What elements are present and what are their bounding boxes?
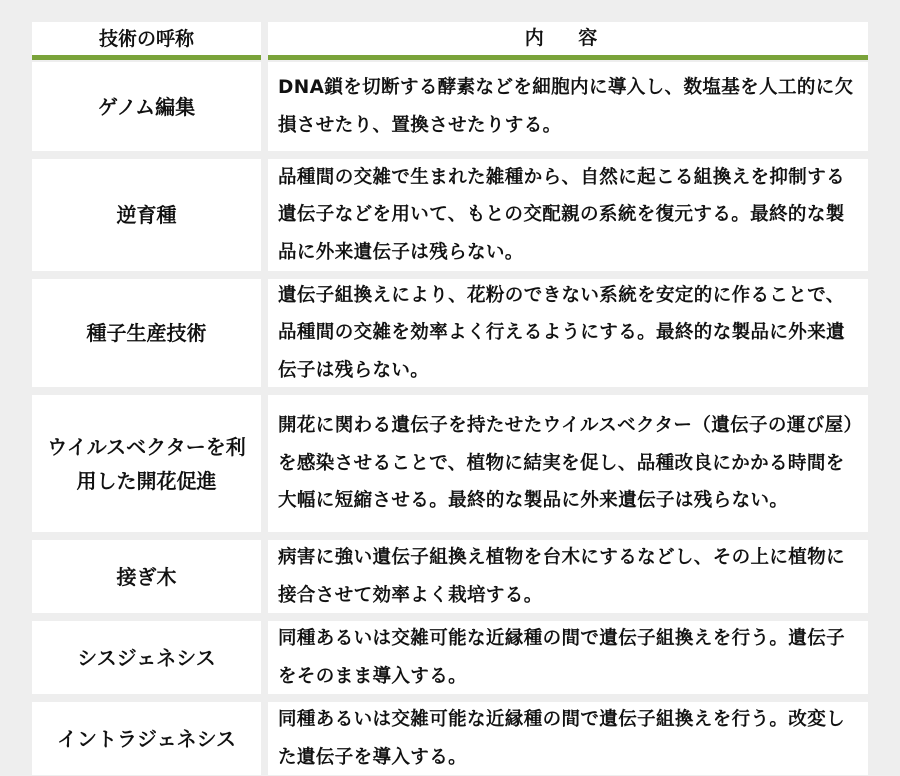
technique-description: 病害に強い遺伝子組換え植物を台木にするなどし、その上に植物に接合させて効率よく栽培する。 bbox=[268, 540, 868, 613]
table-row bbox=[32, 621, 868, 694]
technique-description: DNA鎖を切断する酵素などを細胞内に導入し、数塩基を人工的に欠損させたり、置換させたりする。 bbox=[268, 62, 868, 151]
table-row bbox=[32, 279, 868, 387]
technique-name: 逆育種 bbox=[32, 159, 261, 271]
technique-name: ウイルスベクターを利用した開花促進 bbox=[32, 395, 261, 532]
header-desc-cell: 内 容 bbox=[268, 22, 868, 60]
table-row bbox=[32, 159, 868, 271]
technique-name: イントラジェネシス bbox=[32, 702, 261, 775]
table-row bbox=[32, 540, 868, 613]
table-row bbox=[32, 62, 868, 151]
technique-description: 遺伝子組換えにより、花粉のできない系統を安定的に作ることで、品種間の交雑を効率よく行えるようにする。最終的な製品に外来遺伝子は残らない。 bbox=[268, 279, 868, 387]
technique-description: 同種あるいは交雑可能な近縁種の間で遺伝子組換えを行う。改変した遺伝子を導入する。 bbox=[268, 702, 868, 775]
technique-name: 種子生産技術 bbox=[32, 279, 261, 387]
technique-description: 同種あるいは交雑可能な近縁種の間で遺伝子組換えを行う。遺伝子をそのまま導入する。 bbox=[268, 621, 868, 694]
table-header-row bbox=[32, 22, 868, 60]
technique-name: シスジェネシス bbox=[32, 621, 261, 694]
technique-name: 接ぎ木 bbox=[32, 540, 261, 613]
technique-description: 品種間の交雑で生まれた雑種から、自然に起こる組換えを抑制する遺伝子などを用いて、もとの交配親の系統を復元する。最終的な製品に外来遺伝子は残らない。 bbox=[268, 159, 868, 271]
technique-name: ゲノム編集 bbox=[32, 62, 261, 151]
header-name-cell: 技術の呼称 bbox=[32, 22, 261, 60]
table-row bbox=[32, 702, 868, 775]
table-row bbox=[32, 395, 868, 532]
technique-description: 開花に関わる遺伝子を持たせたウイルスベクター（遺伝子の運び屋）を感染させることで、植物に結実を促し、品種改良にかかる時間を大幅に短縮させる。最終的な製品に外来遺伝子は残らない。 bbox=[268, 395, 868, 532]
